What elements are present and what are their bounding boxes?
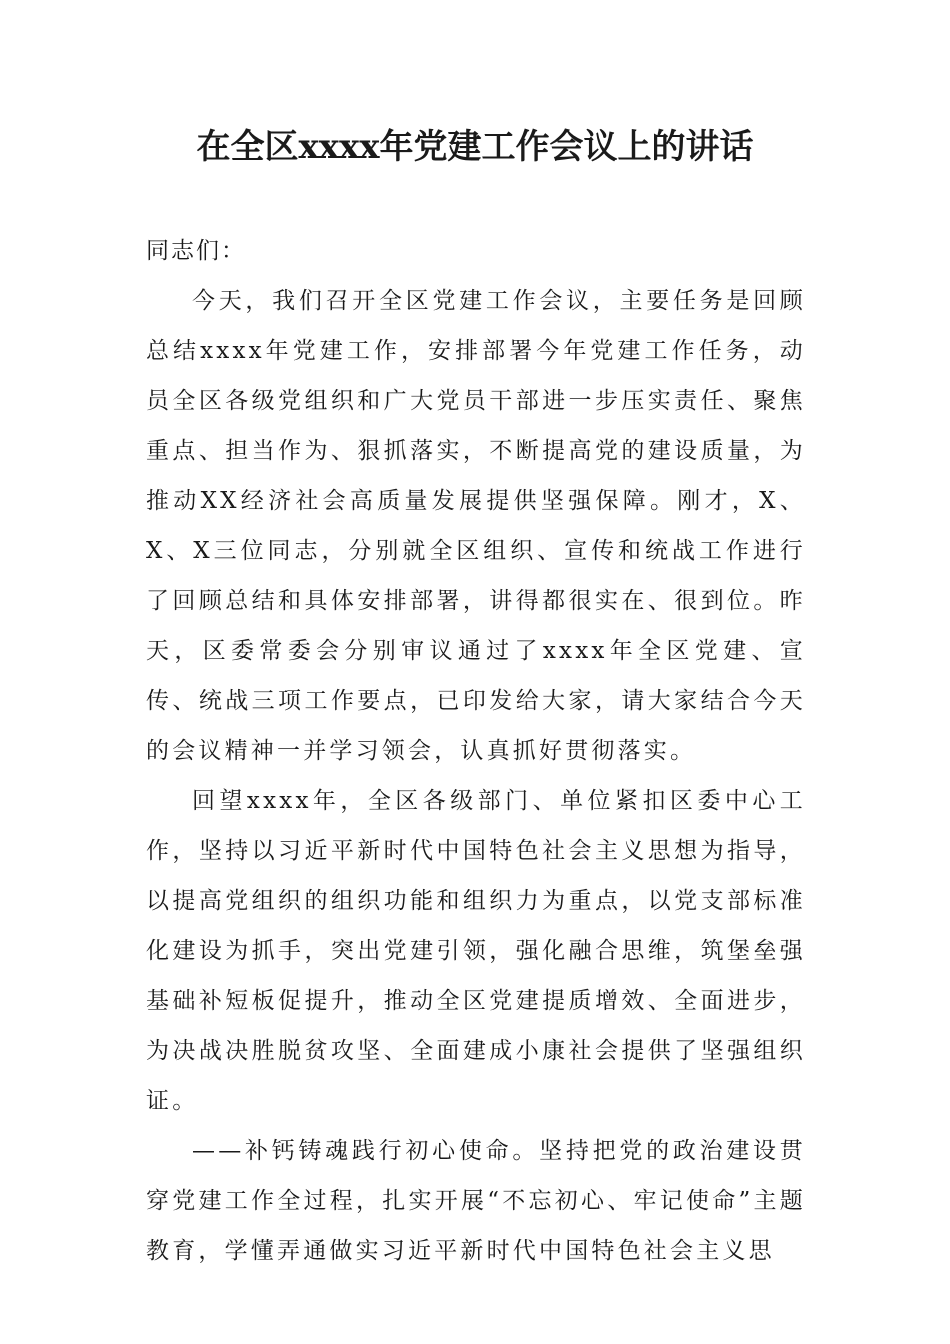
document-title: 在全区xxxx年党建工作会议上的讲话 (196, 127, 754, 167)
document-body (146, 276, 806, 1276)
paragraph-3: ——补钙铸魂践行初心使命。坚持把党的政治建设贯穿党建工作全过程，扎实开展“不忘初心、牢记使命”主题教育，学懂弄通做实习近平新时代中国特色社会主义思 (146, 1138, 806, 1264)
paragraph-2: 回望xxxx年，全区各级部门、单位紧扣区委中心工作，坚持以习近平新时代中国特色社会主义思想为指导，以提高党组织的组织功能和组织力为重点，以党支部标准化建设为抓手，突出党建引领，强化融合思维，筑堡垒强基础补短板促提升，推动全区党建提质增效、全面进步，为决战决胜脱贫攻坚、全面建成小康社会提供了坚强组织证。 (146, 788, 806, 1114)
paragraph-1: 今天，我们召开全区党建工作会议，主要任务是回顾总结xxxx年党建工作，安排部署今年党建工作任务，动员全区各级党组织和广大党员干部进一步压实责任、聚焦重点、担当作为、狠抓落实，不断提高党的建设质量，为推动XX经济社会高质量发展提供坚强保障。刚才，X、X、X三位同志，分别就全区组织、宣传和统战工作进行了回顾总结和具体安排部署，讲得都很实在、很到位。昨天，区委常委会分别审议通过了xxxx年全区党建、宣传、统战三项工作要点，已印发给大家，请大家结合今天的会议精神一并学习领会，认真抓好贯彻落实。 (146, 288, 806, 764)
salutation: 同志们： (146, 238, 246, 264)
